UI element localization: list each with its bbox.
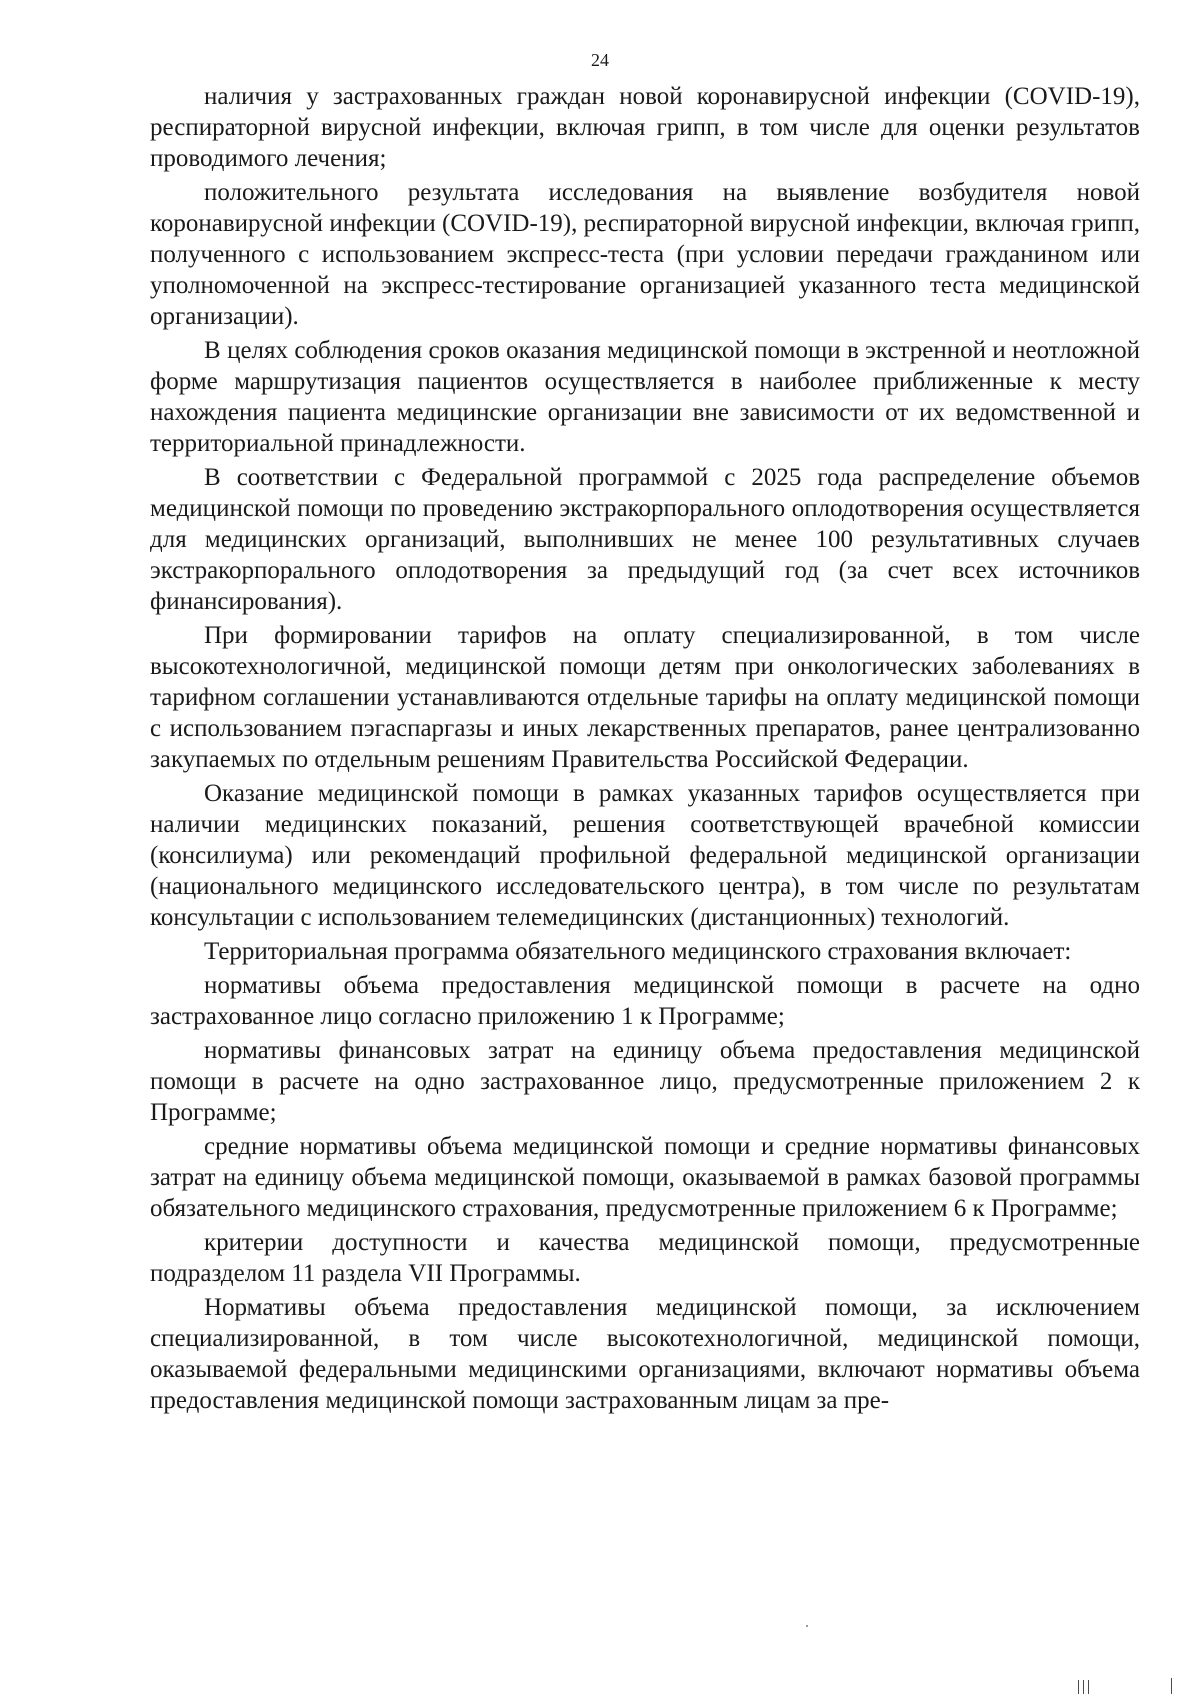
paragraph: наличия у застрахованных граждан новой коронавирусной инфекции (COVID-19), респираторной вирусной инфекции, включая грипп, в том числе для оценки результатов проводимого лечения; <box>150 83 1140 172</box>
scan-artifact <box>1088 1680 1089 1694</box>
paragraph: средние нормативы объема медицинской помощи и средние нормативы финансовых затрат на единицу объема медицинской помощи, оказываемой в рамках базовой программы обязательного медицинского страхования, предусмотренные приложением 6 к Программе; <box>150 1133 1140 1222</box>
paragraph: В целях соблюдения сроков оказания медицинской помощи в экстренной и неотложной форме маршрутизация пациентов осуществляется в наиболее приближенные к месту нахождения пациента медицинские организации вне зависимости от их ведомственной и территориальной принадлежности. <box>150 337 1140 457</box>
paragraph: Нормативы объема предоставления медицинской помощи, за исключением специализированной, в том числе высокотехнологичной, медицинской помощи, оказываемой федеральными медицинскими организациями, включают нормативы объема предоставления медицинской помощи застрахованным лицам за пре- <box>150 1294 1140 1414</box>
scan-artifact <box>1078 1680 1079 1694</box>
paragraph: Территориальная программа обязательного медицинского страхования включает: <box>204 938 1072 965</box>
paragraph: нормативы объема предоставления медицинской помощи в расчете на одно застрахованное лицо согласно приложению 1 к Программе; <box>150 972 1140 1030</box>
body-text <box>150 81 1140 1419</box>
scan-artifact <box>1171 1678 1172 1694</box>
page-number: 24 <box>591 50 609 70</box>
paragraph: В соответствии с Федеральной программой с 2025 года распределение объемов медицинской помощи по проведению экстракорпорального оплодотворения осуществляется для медицинских организаций, выполнивших не менее 100 результативных случаев экстракорпорального оплодотворения за предыдущий год (за счет всех источников финансирования). <box>150 464 1140 615</box>
paragraph: критерии доступности и качества медицинской помощи, предусмотренные подразделом 11 раздела VII Программы. <box>150 1229 1140 1287</box>
paragraph: При формировании тарифов на оплату специализированной, в том числе высокотехнологичной, медицинской помощи детям при онкологических заболеваниях в тарифном соглашении устанавливаются отдельные тарифы на оплату медицинской помощи с использованием пэгаспаргазы и иных лекарственных препаратов, ранее централизованно закупаемых по отдельным решениям Правительства Российской Федерации. <box>150 622 1140 773</box>
scan-artifact <box>1083 1680 1084 1694</box>
paragraph: Оказание медицинской помощи в рамках указанных тарифов осуществляется при наличии медицинских показаний, решения соответствующей врачебной комиссии (консилиума) или рекомендаций профильной федеральной медицинской организации (национального медицинского исследовательского центра), в том числе по результатам консультации с использованием телемедицинских (дистанционных) технологий. <box>150 780 1140 931</box>
scan-artifact <box>806 1625 808 1627</box>
paragraph: положительного результата исследования на выявление возбудителя новой коронавирусной инфекции (COVID-19), респираторной вирусной инфекции, включая грипп, полученного с использованием экспресс-теста (при условии передачи гражданином или уполномоченной на экспресс-тестирование организацией указанного теста медицинской организации). <box>150 179 1140 330</box>
paragraph: нормативы финансовых затрат на единицу объема предоставления медицинской помощи в расчете на одно застрахованное лицо, предусмотренные приложением 2 к Программе; <box>150 1037 1140 1126</box>
